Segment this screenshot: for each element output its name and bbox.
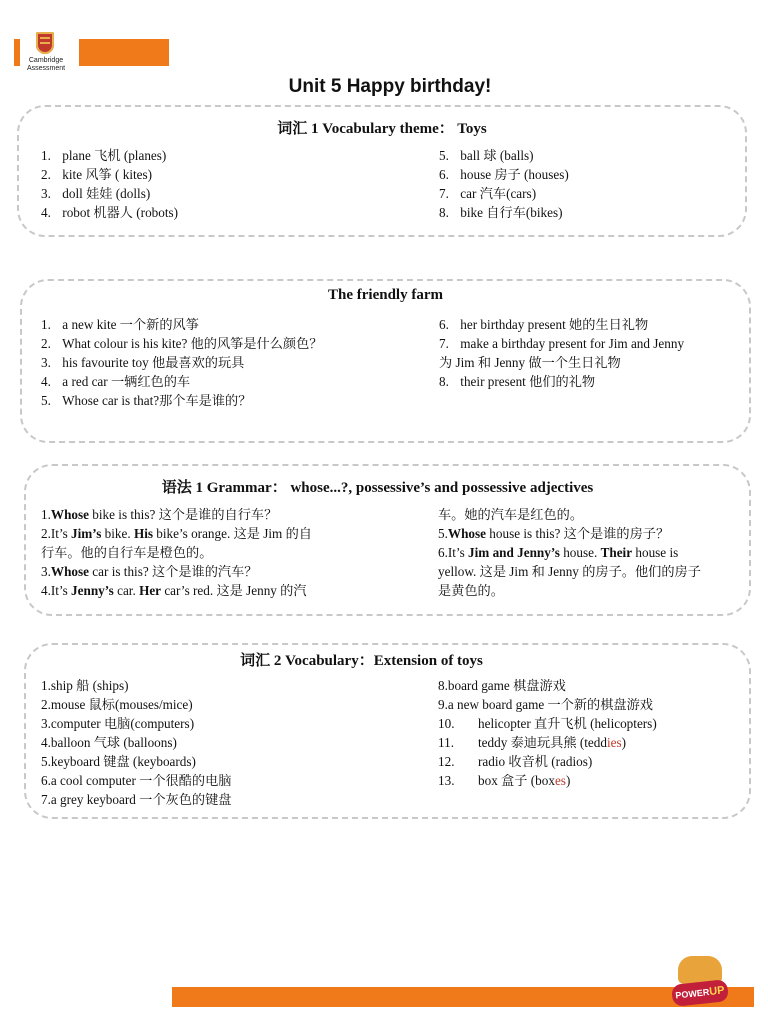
vocab2-right-list	[438, 676, 748, 790]
list-item: 7. make a birthday present for Jim and Jenny	[439, 336, 685, 351]
section-title: 语法 1 Grammar： whose...?, possessive’s and possessive adjectives	[161, 480, 594, 496]
grammar-left-list	[41, 505, 401, 600]
list-item: 2.It’s Jim’s bike. His bike’s orange. 这是 Jim 的自	[41, 526, 312, 541]
list-item: 6.It’s Jim and Jenny’s house. Their house is	[438, 545, 679, 560]
list-item: 4.It’s Jenny’s car. Her car’s red. 这是 Jenny 的汽	[41, 583, 307, 598]
power-up-badge: POWERUP	[671, 979, 729, 1007]
list-item: 3.Whose car is this? 这个是谁的汽车？	[41, 564, 258, 579]
list-item: 4. robot 机器人 (robots)	[41, 205, 179, 220]
list-item: 6. house 房子 (houses)	[439, 167, 569, 182]
list-item-cont: 行车。他的自行车是橙色的。	[41, 545, 213, 560]
friendly-farm-box	[20, 279, 751, 443]
list-item: 3.computer 电脑(computers)	[41, 716, 195, 731]
list-item: 3. doll 娃娃 (dolls)	[41, 186, 151, 201]
list-item: 5.keyboard 键盘 (keyboards)	[41, 754, 196, 769]
list-item: 8. their present 他们的礼物	[439, 374, 596, 389]
list-item: 5. Whose car is that?那个车是谁的？	[41, 393, 252, 408]
list-item-cont: yellow. 这是 Jim 和 Jenny 的房子。他们的房子	[438, 564, 701, 579]
header-bar	[79, 39, 169, 66]
page-title: Unit 5 Happy birthday!	[288, 76, 492, 97]
list-item: 4.balloon 气球 (balloons)	[41, 735, 177, 750]
list-item: 2. What colour is his kite? 他的风筝是什么颜色？	[41, 336, 323, 351]
list-item-cont: 是黄色的。	[438, 583, 504, 598]
power-up-logo	[672, 952, 730, 1010]
section-title: The friendly farm	[328, 287, 443, 303]
farm-left-list	[41, 315, 436, 410]
list-item: 9.a new board game 一个新的棋盘游戏	[438, 697, 653, 712]
list-item-cont: 车。她的汽车是红色的。	[438, 507, 584, 522]
list-item: 5.Whose house is this? 这个是谁的房子？	[438, 526, 670, 541]
list-item: 1.Whose bike is this? 这个是谁的自行车？	[41, 507, 278, 522]
list-item: 4. a red car 一辆红色的车	[41, 374, 191, 389]
list-item: 1.ship 船 (ships)	[41, 678, 129, 693]
list-item: 13. box 盒子 (boxes)	[438, 773, 571, 788]
list-item: 7. car 汽车(cars)	[439, 186, 537, 201]
list-item: 6.a cool computer 一个很酷的电脑	[41, 773, 232, 788]
vocab-right-list	[439, 146, 729, 222]
vocab-left-list	[41, 146, 421, 222]
list-item: 1. plane 飞机 (planes)	[41, 148, 167, 163]
list-item: 3. his favourite toy 他最喜欢的玩具	[41, 355, 245, 370]
list-item: 11. teddy 泰迪玩具熊 (teddies)	[438, 735, 626, 750]
list-item: 10. helicopter 直升飞机 (helicopters)	[438, 716, 657, 731]
list-item: 2.mouse 鼠标(mouses/mice)	[41, 697, 193, 712]
vocab-toys-box	[17, 105, 747, 237]
list-item: 7.a grey keyboard 一个灰色的键盘	[41, 792, 232, 807]
list-item: 8. bike 自行车(bikes)	[439, 205, 563, 220]
footer-bar	[172, 987, 754, 1007]
grammar-box	[24, 464, 751, 616]
farm-right-list	[439, 315, 739, 391]
logo-text: Cambridge Assessment	[26, 57, 66, 72]
list-item: 6. her birthday present 她的生日礼物	[439, 317, 649, 332]
section-title: 词汇 1 Vocabulary theme： Toys	[277, 121, 487, 137]
list-item: 12. radio 收音机 (radios)	[438, 754, 593, 769]
vocab-extension-box	[24, 643, 751, 819]
crest-icon	[36, 32, 54, 54]
list-item: 5. ball 球 (balls)	[439, 148, 534, 163]
list-item: 为 Jim 和 Jenny 做一个生日礼物	[439, 355, 621, 370]
grammar-right-list	[438, 505, 752, 600]
list-item: 2. kite 风筝 ( kites)	[41, 167, 153, 182]
list-item: 1. a new kite 一个新的风筝	[41, 317, 199, 332]
list-item: 8.board game 棋盘游戏	[438, 678, 566, 693]
vocab2-left-list	[41, 676, 421, 809]
section-title: 词汇 2 Vocabulary：Extension of toys	[240, 653, 483, 669]
